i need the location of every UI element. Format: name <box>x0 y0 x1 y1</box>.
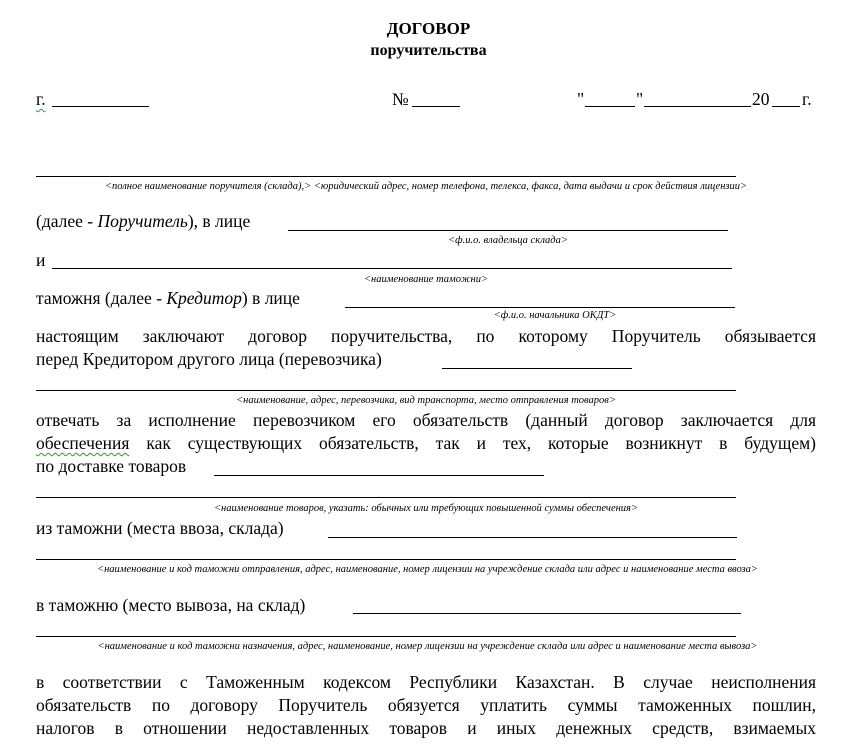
number-blank <box>412 106 460 107</box>
carrier-caption: <наименование, адрес, перевозчика, вид транспорта, место отправления товаров> <box>236 395 616 406</box>
city-field <box>36 88 46 110</box>
to-customs-inline-blank <box>353 613 741 614</box>
to-customs-label: в таможню (место вывоза, на склад) <box>36 595 306 615</box>
date-open-quote: " <box>577 89 585 109</box>
document-title: ДОГОВОР <box>386 19 471 38</box>
goods-inline-blank <box>214 475 544 476</box>
spell-word: обеспечения <box>36 433 130 453</box>
paragraph-2-line-1: отвечать за исполнение перевозчиком его обязательств (данный договор заключается для <box>36 410 816 430</box>
city-blank <box>52 106 149 107</box>
chief-blank <box>345 307 735 308</box>
paragraph-1-line-1: настоящим заключают договор поручительства, по которому Поручитель обязывается <box>36 326 816 346</box>
date-month-blank <box>644 106 751 107</box>
term-creditor: Кредитор <box>166 288 242 308</box>
guarantor-blank <box>36 176 736 177</box>
term-guarantor: Поручитель <box>97 211 188 231</box>
from-customs-caption: <наименование и код таможни отправления, адрес, наименование, номер лицензии на учреждение склада или адрес и наименование места ввоза> <box>96 564 758 575</box>
guarantor-caption: <полное наименование поручителя (склада),> <юридический адрес, номер телефона, телекса, факса, дата выдачи и срок действия лицензии> <box>104 181 748 192</box>
to-customs-blank <box>36 636 736 637</box>
paragraph-2-line-2 <box>36 432 816 455</box>
creditor-close: ) в лице <box>241 288 300 308</box>
number-prefix: № <box>392 89 409 109</box>
customs-blank <box>52 268 732 269</box>
owner-caption: <ф.и.о. владельца склада> <box>448 235 568 246</box>
date-year-blank <box>772 106 800 107</box>
carrier-blank <box>36 390 736 391</box>
carrier-inline-blank <box>442 368 632 369</box>
paragraph-3-line-2: обязательств по договору Поручитель обязуется уплатить суммы таможенных пошлин, <box>36 695 816 715</box>
city-prefix: г. <box>36 89 46 109</box>
alias-close: ), в лице <box>187 211 251 231</box>
paragraph-3-line-3: налогов в отношении недоставленных товаров и иных денежных средств, взимаемых <box>36 718 816 738</box>
to-customs-caption: <наименование и код таможни назначения, адрес, наименование, номер лицензии на учреждение склада или адрес и наименование места вывоза> <box>97 641 758 652</box>
paragraph-2-line-2-rest: как существующих обязательств, так и тех, которые возникнут в будущем) <box>129 433 816 453</box>
creditor-alias-line <box>36 287 300 309</box>
alias-open: (далее - <box>36 211 98 231</box>
date-day-blank <box>585 106 635 107</box>
goods-caption: <наименование товаров, указать: обычных или требующих повышенной суммы обеспечения> <box>213 503 639 514</box>
creditor-open: таможня (далее - <box>36 288 167 308</box>
paragraph-1-line-2: перед Кредитором другого лица (перевозчика) <box>36 349 382 369</box>
document-subtitle: поручительства <box>370 42 487 59</box>
from-customs-inline-blank <box>328 537 737 538</box>
chief-caption: <ф.и.о. начальника ОКДТ> <box>493 310 617 321</box>
paragraph-3-line-1: в соответствии с Таможенным кодексом Республики Казахстан. В случае неисполнения <box>36 672 816 692</box>
owner-blank <box>288 230 728 231</box>
and-label: и <box>36 250 46 270</box>
date-year-prefix: 20 <box>752 89 770 109</box>
guarantor-alias-line <box>36 210 250 232</box>
date-year-suffix: г. <box>802 89 812 109</box>
date-mid-quote: " <box>636 89 644 109</box>
from-customs-blank <box>36 559 736 560</box>
customs-caption-text: <наименование таможни> <box>363 274 489 285</box>
goods-blank <box>36 497 736 498</box>
paragraph-2-line-3: по доставке товаров <box>36 456 187 476</box>
from-customs-label: из таможни (места ввоза, склада) <box>36 518 284 538</box>
